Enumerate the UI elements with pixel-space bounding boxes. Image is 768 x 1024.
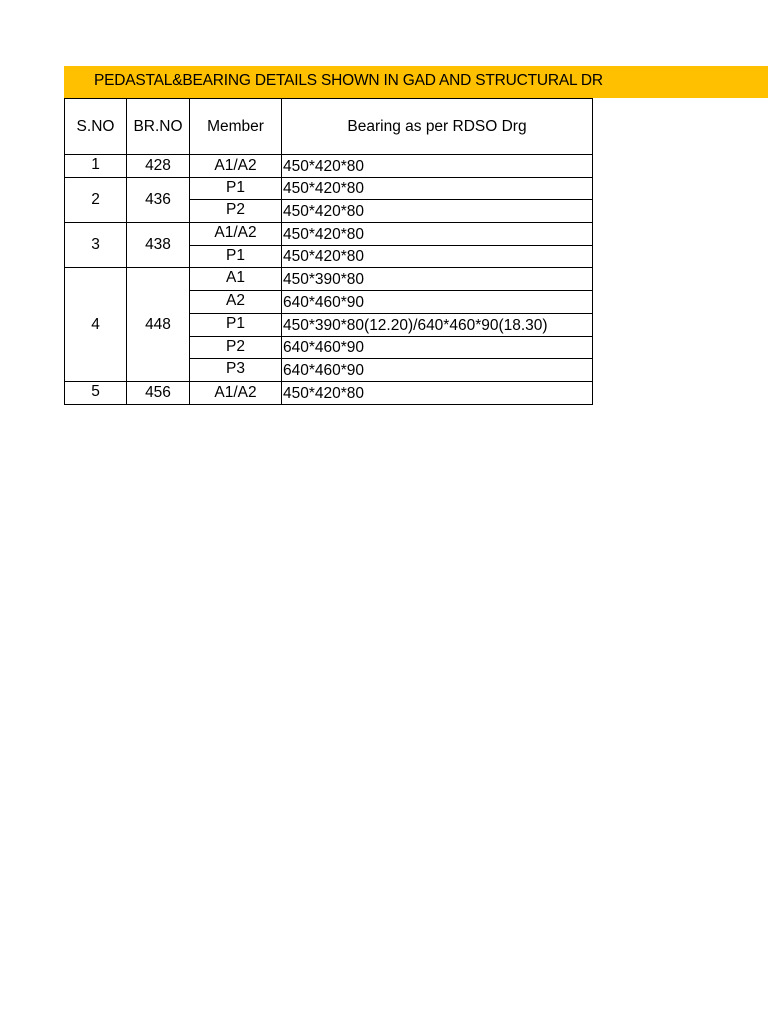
table-row	[65, 155, 593, 178]
column-header-member: Member	[190, 99, 282, 155]
member-cell: P1	[190, 177, 282, 200]
table-row	[65, 268, 593, 291]
column-header-bearing: Bearing as per RDSO Drg	[282, 99, 593, 155]
bearing-cell: 450*420*80	[282, 177, 593, 200]
bearing-cell: 450*390*80	[282, 268, 593, 291]
sno-cell: 4	[65, 268, 127, 381]
column-header-sno: S.NO	[65, 99, 127, 155]
title-bar	[64, 66, 768, 98]
member-cell: P2	[190, 336, 282, 359]
brno-cell: 438	[127, 223, 190, 268]
bearing-cell: 450*390*80(12.20)/640*460*90(18.30)	[282, 313, 593, 336]
bearing-cell: 450*420*80	[282, 223, 593, 246]
table-row	[65, 177, 593, 200]
sno-cell: 2	[65, 177, 127, 222]
sno-cell: 1	[65, 155, 127, 178]
sno-cell: 3	[65, 223, 127, 268]
bearing-cell: 450*420*80	[282, 200, 593, 223]
bearing-cell: 450*420*80	[282, 155, 593, 178]
member-cell: P1	[190, 245, 282, 268]
member-cell: A1/A2	[190, 155, 282, 178]
header-row	[65, 99, 593, 155]
table-row	[65, 381, 593, 404]
brno-cell: 448	[127, 268, 190, 381]
sno-cell: 5	[65, 381, 127, 404]
brno-cell: 456	[127, 381, 190, 404]
brno-cell: 436	[127, 177, 190, 222]
member-cell: P3	[190, 359, 282, 382]
member-cell: A1	[190, 268, 282, 291]
member-cell: A1/A2	[190, 381, 282, 404]
member-cell: P2	[190, 200, 282, 223]
column-header-brno: BR.NO	[127, 99, 190, 155]
page-title: PEDASTAL&BEARING DETAILS SHOWN IN GAD AND STRUCTURAL DR	[94, 72, 603, 89]
bearing-cell: 450*420*80	[282, 381, 593, 404]
bearing-table	[64, 98, 593, 405]
bearing-cell: 640*460*90	[282, 291, 593, 314]
table-row	[65, 223, 593, 246]
member-cell: P1	[190, 313, 282, 336]
bearing-cell: 450*420*80	[282, 245, 593, 268]
brno-cell: 428	[127, 155, 190, 178]
member-cell: A2	[190, 291, 282, 314]
bearing-cell: 640*460*90	[282, 336, 593, 359]
member-cell: A1/A2	[190, 223, 282, 246]
bearing-cell: 640*460*90	[282, 359, 593, 382]
